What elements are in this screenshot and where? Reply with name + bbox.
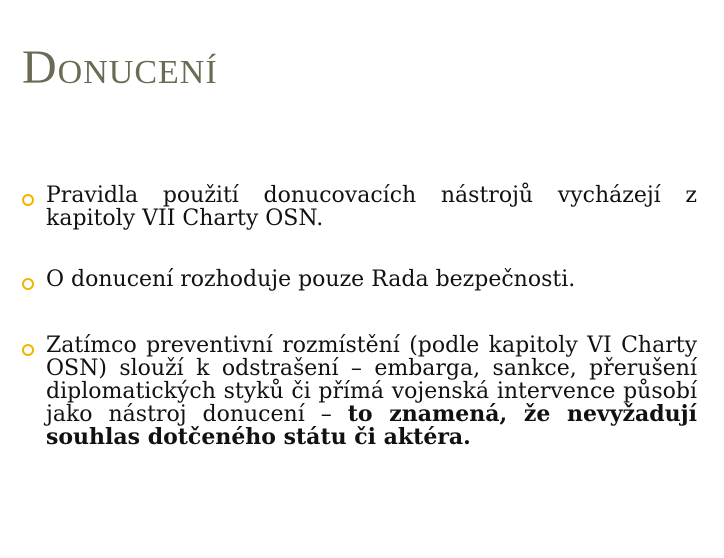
bullet-text — [46, 334, 697, 449]
bullet-text-regular: Zatímco preventivní rozmístění (podle kapitoly VI Charty OSN) slouží k odstrašení – embarga, sankce, přerušení diplomatických styků či přímá vojenská intervence působí jako nástroj donucení – — [46, 333, 697, 427]
bullet-list — [22, 184, 697, 449]
bullet-item — [22, 184, 697, 230]
bullet-text: Pravidla použití donucovacích nástrojů vycházejí z kapitoly VII Charty OSN. — [46, 183, 697, 231]
bullet-item — [22, 268, 697, 296]
bullet-item — [22, 334, 697, 449]
bullet-text: O donucení rozhoduje pouze Rada bezpečnosti. — [46, 267, 576, 292]
ring-bullet-icon — [22, 272, 46, 296]
bullet-text-bold: to znamená, že nevyžadují souhlas dotčeného státu či aktéra. — [46, 401, 697, 450]
ring-bullet-icon — [22, 188, 46, 212]
ring-bullet-icon — [22, 338, 46, 362]
slide-title: Donucení — [22, 41, 218, 94]
